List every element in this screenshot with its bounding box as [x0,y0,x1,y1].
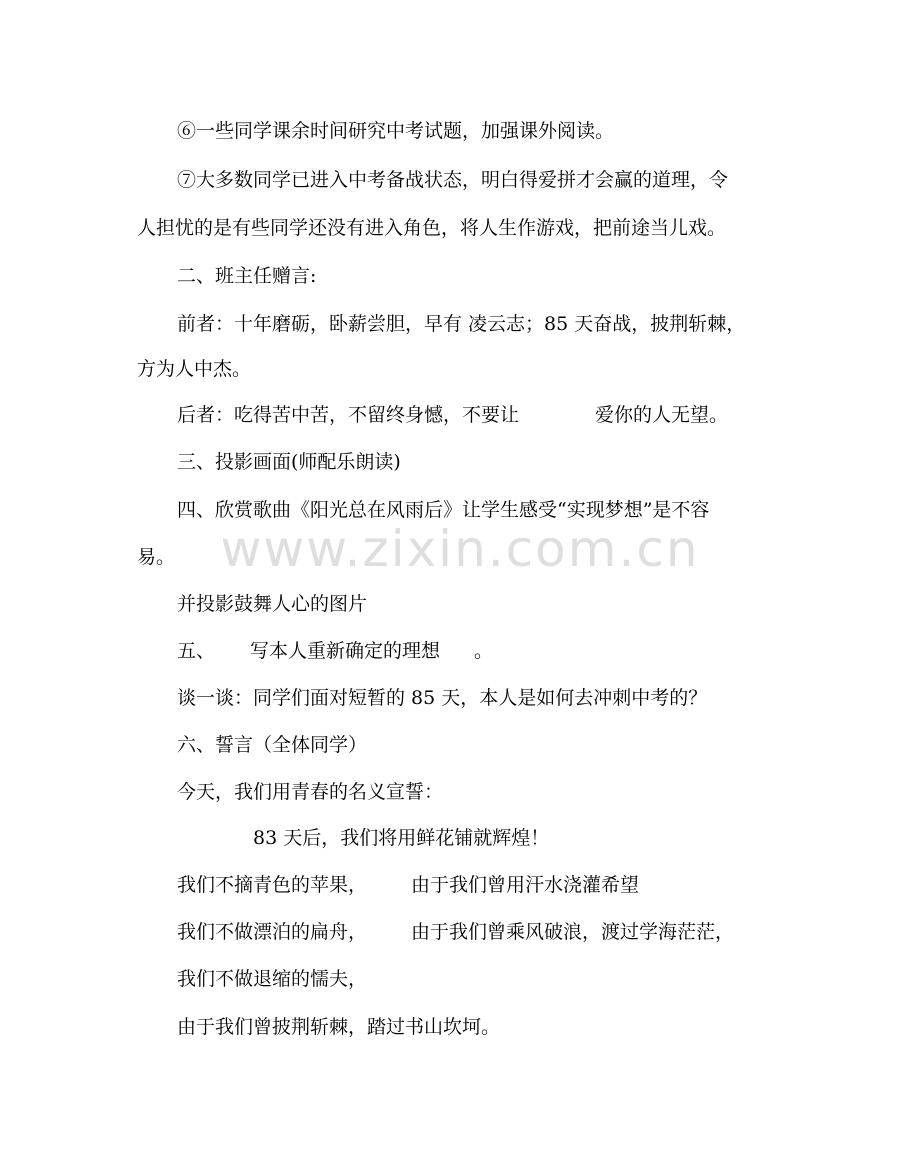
section-heading: 二、班主任赠言: [177,265,317,287]
section-heading: 四、欣赏歌曲《阳光总在风雨后》让学生感受“实现梦想”是不容 [177,499,710,521]
paragraph-line: 前者：十年磨砺，卧薪尝胆，早有 凌云志；85 天奋战，披荆斩棘， [177,313,746,335]
paragraph-line [177,871,837,899]
line-segment: 由于我们曾用汗水浇灌希望 [411,874,640,896]
section-heading: 三、投影画面(师配乐朗读) [177,451,401,473]
paragraph-line [177,918,837,946]
paragraph-line: 我们不做退缩的懦夫， [177,968,368,990]
paragraph-line: 人担忧的是有些同学还没有进入角色，将人生作游戏，把前途当儿戏。 [137,217,727,239]
paragraph-line: 易。 [137,546,176,568]
paragraph-line: 方为人中杰。 [137,358,252,380]
line-segment: 由于我们曾乘风破浪，渡过学海茫茫， [411,921,735,943]
paragraph-line [177,401,837,429]
line-segment: 后者：吃得苦中苦，不留终身憾，不要让 [177,404,520,426]
paragraph-line: 并投影鼓舞人心的图片 [177,593,368,615]
paragraph-line: 谈一谈：同学们面对短暂的 85 天，本人是如何去冲刺中考的？ [177,687,708,709]
paragraph-line: 今天，我们用青春的名义宣誓： [177,781,444,803]
paragraph-line: ⑥一些同学课余时间研究中考试题，加强课外阅读。 [177,120,615,142]
section-heading [177,637,837,665]
paragraph-line: 由于我们曾披荆斩棘，踏过书山坎坷。 [177,1016,501,1038]
paragraph-line: 83 天后，我们将用鲜花铺就辉煌！ [253,827,550,849]
section-heading: 六、誓言（全体同学） [177,734,368,756]
line-segment: 五、 [177,640,216,662]
line-segment: 。 [474,640,494,662]
paragraph-line: ⑦大多数同学已进入中考备战状态，明白得爱拼才会赢的道理，令 [177,169,729,191]
watermark: www.zixin.com.cn [220,520,700,578]
line-segment: 我们不做漂泊的扁舟， [177,921,368,943]
line-segment: 我们不摘青色的苹果， [177,874,368,896]
line-segment: 爱你的人无望。 [595,404,729,426]
line-segment: 写本人重新确定的理想 [250,640,441,662]
